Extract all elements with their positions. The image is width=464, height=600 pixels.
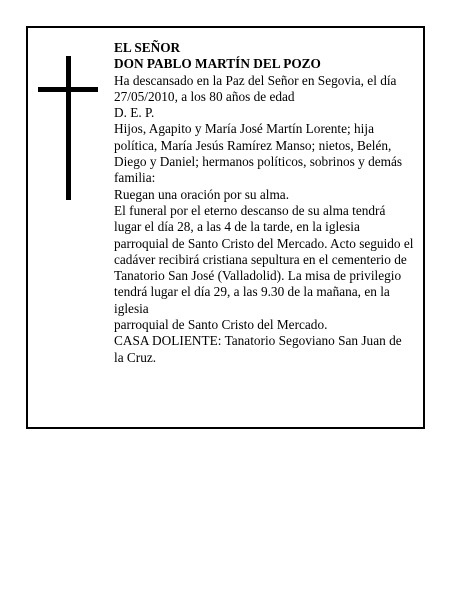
obituary-notice — [26, 26, 425, 429]
parish-info-2: parroquial de Santo Cristo del Mercado. — [114, 317, 328, 333]
title-line-1: EL SEÑOR — [114, 40, 181, 55]
deceased-name: DON PABLO MARTÍN DEL POZO — [114, 56, 321, 72]
rest-statement: Ha descansado en la Paz del Señor en Segovia, el día 27/05/2010, a los 80 años de edad — [114, 72, 397, 104]
obituary-text — [114, 40, 414, 366]
house-of-mourning: CASA DOLIENTE: Tanatorio Segoviano San Juan de la Cruz. — [114, 333, 402, 365]
cross-icon — [38, 56, 98, 200]
prayer-request: Ruegan una oración por su alma. — [114, 186, 290, 202]
dep-line: D. E. P. — [114, 105, 155, 121]
cross-horizontal-bar — [38, 87, 98, 92]
parish-info-1: parroquial de Santo Cristo del Mercado. Acto seguido el cadáver recibirá cristiana sepultura en el cementerio de Tanatorio San José (Valladolid). La misa de privilegio tendrá lugar el día 29, a las 9.30 de la mañana, en la iglesia — [114, 235, 414, 316]
cross-vertical-bar — [66, 56, 71, 200]
family-list: Hijos, Agapito y María José Martín Lorente; hija política, María Jesús Ramírez Manso; nietos, Belén, Diego y Daniel; hermanos políticos, sobrinos y demás familia: — [114, 121, 403, 186]
funeral-info: El funeral por el eterno descanso de su alma tendrá lugar el día 28, a las 4 de la tarde, en la iglesia — [114, 202, 386, 235]
